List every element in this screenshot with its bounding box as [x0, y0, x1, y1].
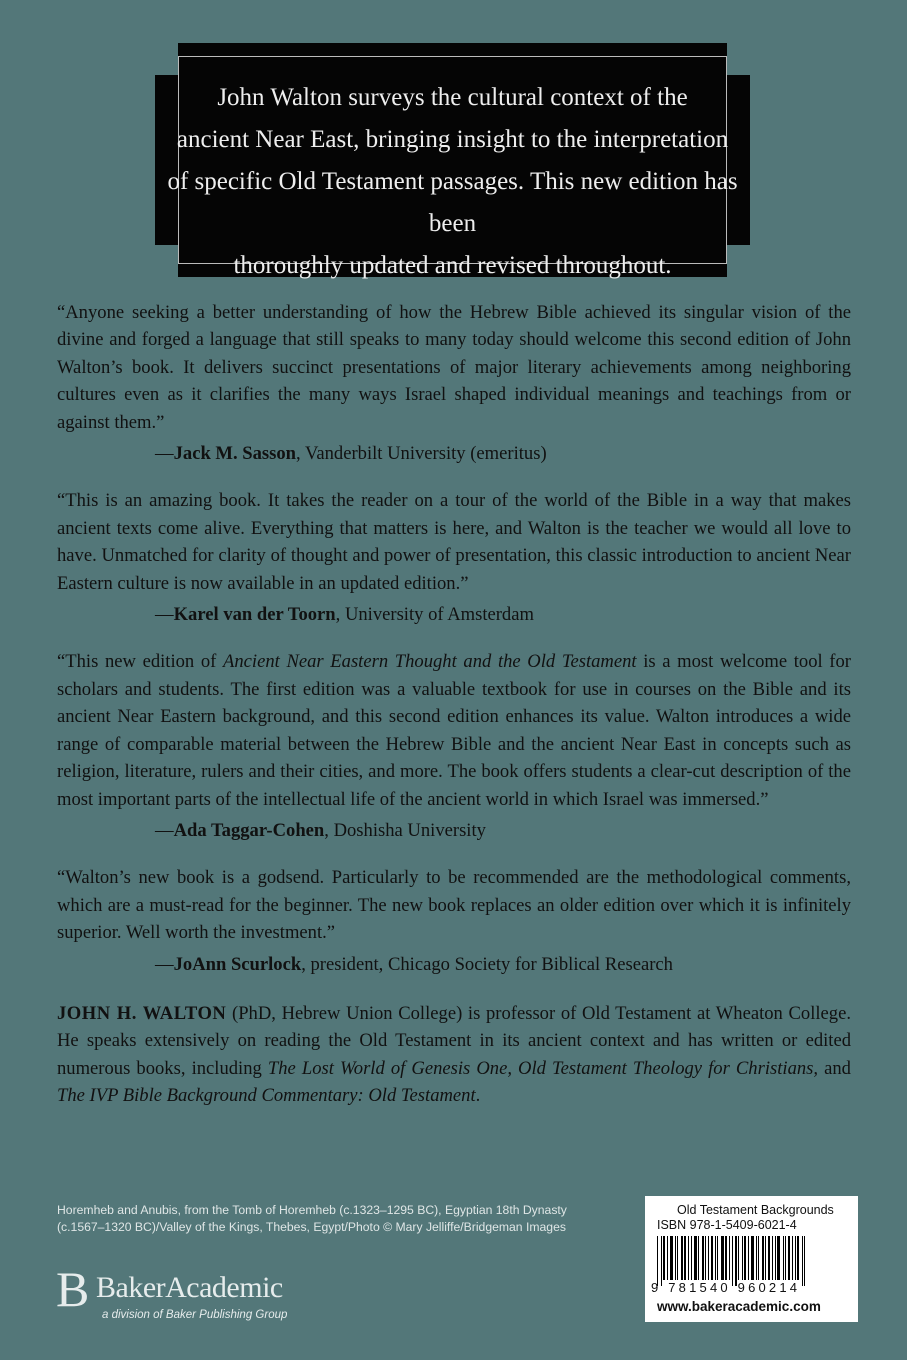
blurb-line: John Walton surveys the cultural context of the: [217, 84, 688, 111]
barcode-box: Old Testament Backgrounds ISBN 978-1-5409-6021-4 9 781540 960214 www.bakeracademic.com: [645, 1196, 858, 1322]
blurb-line: ancient Near East, bringing insight to the interpretation: [176, 126, 729, 153]
blurb-line: thoroughly updated and revised throughout.: [233, 252, 672, 279]
endorsement-attribution: —JoAnn Scurlock, president, Chicago Society for Biblical Research: [155, 953, 673, 975]
endorsement-quote: “Walton’s new book is a godsend. Particularly to be recommended are the methodological comments, which are a must-read for the beginner. The new book replaces an older edition over which it is infinitely superior. Well worth the investment.”: [57, 867, 851, 944]
blurb-panel: [155, 43, 750, 277]
endorsement-quote: “This is an amazing book. It takes the reader on a tour of the world of the Bible in a way that makes ancient texts come alive. Everything that matters is here, and Walton is the teacher we would all love to have. Unmatched for clarity of thought and power of presentation, this classic introduction to ancient Near Eastern culture is now available in an updated edition.”: [57, 490, 851, 594]
endorsement-attribution: —Jack M. Sasson, Vanderbilt University (emeritus): [155, 443, 547, 465]
endorsement-attribution: —Ada Taggar-Cohen, Doshisha University: [155, 819, 486, 841]
endorsement-attribution: —Karel van der Toorn, University of Amsterdam: [155, 604, 534, 626]
blurb-text: [155, 77, 750, 287]
author-bio: JOHN H. WALTON (PhD, Hebrew Union College) is professor of Old Testament at Wheaton College. He speaks extensively on reading the Old Testament in its ancient context and has written or edited numerous books, including The Lost World of Genesis One, Old Testament Theology for Christians, and The IVP Bible Background Commentary: Old Testament.: [57, 1002, 851, 1107]
endorsement-quote: “This new edition of Ancient Near Eastern Thought and the Old Testament is a most welcome tool for scholars and students. The first edition was a valuable textbook for use in courses on the Bible and its ancient Near Eastern background, and this second edition enhances its value. Walton introduces a wide range of comparable material between the Hebrew Bible and the ancient Near East in concepts such as religion, literature, rulers and their cities, and more. The book offers students a clear-cut description of the most important parts of the intellectual life of the ancient world in which Israel was immersed.”: [57, 651, 851, 810]
barcode-icon: [657, 1236, 842, 1286]
endorsements: [57, 299, 851, 1110]
endorsement-quote: “Anyone seeking a better understanding of how the Hebrew Bible achieved its singular vision of the divine and forged a language that still speaks to many today should welcome this second edition of John Walton’s book. It delivers succinct presentations of major literary achievements among neighboring cultures even as it clarifies the many ways Israel shaped individual meanings and teachings from or against them.”: [57, 302, 851, 433]
cover-image-credit: Horemheb and Anubis, from the Tomb of Horemheb (c.1323–1295 BC), Egyptian 18th Dynasty (c.1567–1320 BC)/Valley of the Kings, Thebes, Egypt/Photo © Mary Jelliffe/Bridgeman Images: [57, 1203, 567, 1234]
baker-b-logo-icon: B: [56, 1261, 90, 1317]
blurb-line: of specific Old Testament passages. This new edition has been: [167, 168, 738, 237]
